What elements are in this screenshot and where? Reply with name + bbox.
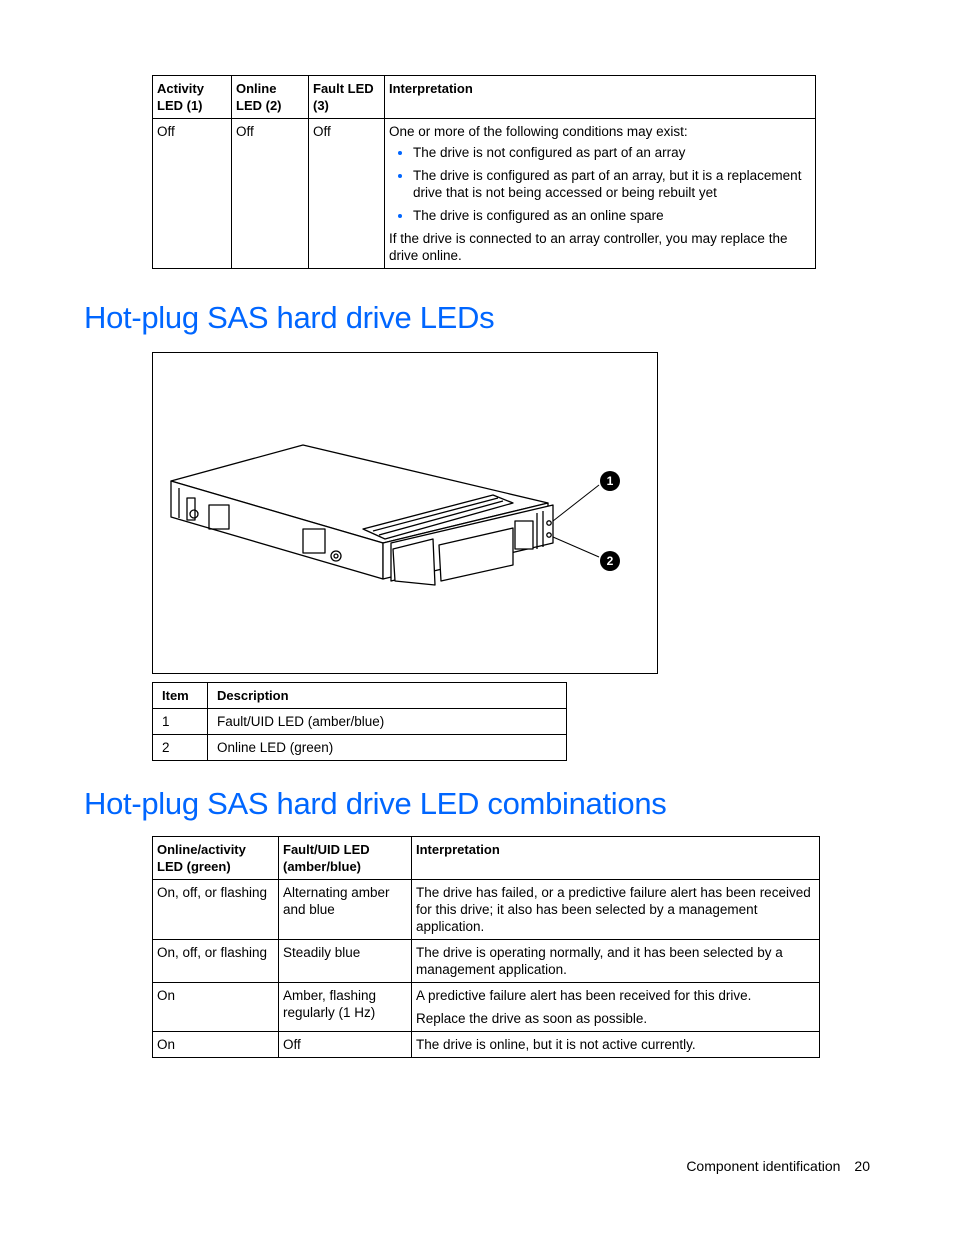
section-heading-led-combinations: Hot-plug SAS hard drive LED combinations	[84, 786, 667, 821]
table-row	[153, 735, 567, 761]
page-footer	[686, 1158, 870, 1174]
cell-description: Fault/UID LED (amber/blue)	[208, 709, 567, 735]
list-item: • The drive is configured as an online spare	[413, 207, 811, 224]
interpretation-text: The drive is online, but it is not active currently.	[416, 1037, 696, 1052]
interpretation-text: The drive is operating normally, and it has been selected by a management application.	[416, 945, 783, 977]
header-online-activity: Online/activity LED (green)	[153, 837, 279, 880]
callout-1: 1	[600, 471, 620, 491]
header-online-led: Online LED (2)	[232, 76, 309, 119]
interpretation-text: The drive has failed, or a predictive failure alert has been received for this drive; it also has been selected by a management application.	[416, 885, 811, 934]
cell-online: On	[153, 1032, 279, 1058]
header-fault-uid: Fault/UID LED (amber/blue)	[279, 837, 412, 880]
cell-fault: Amber, flashing regularly (1 Hz)	[279, 983, 412, 1032]
header-interpretation: Interpretation	[412, 837, 820, 880]
header-item: Item	[153, 683, 208, 709]
header-activity-led: Activity LED (1)	[153, 76, 232, 119]
interpretation-text: Replace the drive as soon as possible.	[416, 1011, 648, 1026]
cell-interpretation	[412, 880, 820, 940]
table-row	[153, 983, 820, 1032]
table-header-row	[153, 76, 816, 119]
cell-item: 1	[153, 709, 208, 735]
cell-online: On	[153, 983, 279, 1032]
cell-interpretation	[412, 983, 820, 1032]
interpretation-note: If the drive is connected to an array controller, you may replace the drive online.	[389, 231, 788, 263]
hard-drive-drawing	[153, 353, 656, 672]
cell-activity: Off	[153, 119, 232, 269]
cell-interpretation	[412, 940, 820, 983]
cell-online: Off	[232, 119, 309, 269]
cell-fault: Off	[279, 1032, 412, 1058]
list-item: • The drive is not configured as part of an array	[413, 144, 811, 161]
cell-online: On, off, or flashing	[153, 880, 279, 940]
header-interpretation: Interpretation	[385, 76, 816, 119]
table-header-row	[153, 683, 567, 709]
cell-item: 2	[153, 735, 208, 761]
cell-online: On, off, or flashing	[153, 940, 279, 983]
table-row	[153, 119, 816, 269]
header-fault-led: Fault LED (3)	[309, 76, 385, 119]
list-item: • The drive is configured as part of an array, but it is a replacement drive that is not being accessed or being rebuilt yet	[413, 167, 811, 201]
led-status-table	[152, 75, 816, 269]
led-combinations-table	[152, 836, 820, 1058]
table-row	[153, 880, 820, 940]
callout-2: 2	[600, 551, 620, 571]
interpretation-intro: One or more of the following conditions may exist:	[389, 124, 688, 139]
section-heading-leds: Hot-plug SAS hard drive LEDs	[84, 300, 495, 335]
cell-description: Online LED (green)	[208, 735, 567, 761]
header-description: Description	[208, 683, 567, 709]
item-description-table	[152, 682, 567, 761]
table-row	[153, 1032, 820, 1058]
cell-fault: Steadily blue	[279, 940, 412, 983]
interpretation-text: A predictive failure alert has been received for this drive.	[416, 988, 752, 1003]
cell-interpretation	[412, 1032, 820, 1058]
cell-fault: Alternating amber and blue	[279, 880, 412, 940]
cell-fault: Off	[309, 119, 385, 269]
page-number: 20	[854, 1158, 870, 1174]
drive-illustration	[152, 352, 658, 674]
table-row	[153, 709, 567, 735]
table-header-row	[153, 837, 820, 880]
table-row	[153, 940, 820, 983]
cell-interpretation	[385, 119, 816, 269]
footer-section-name: Component identification	[686, 1158, 841, 1174]
conditions-list	[389, 144, 811, 224]
